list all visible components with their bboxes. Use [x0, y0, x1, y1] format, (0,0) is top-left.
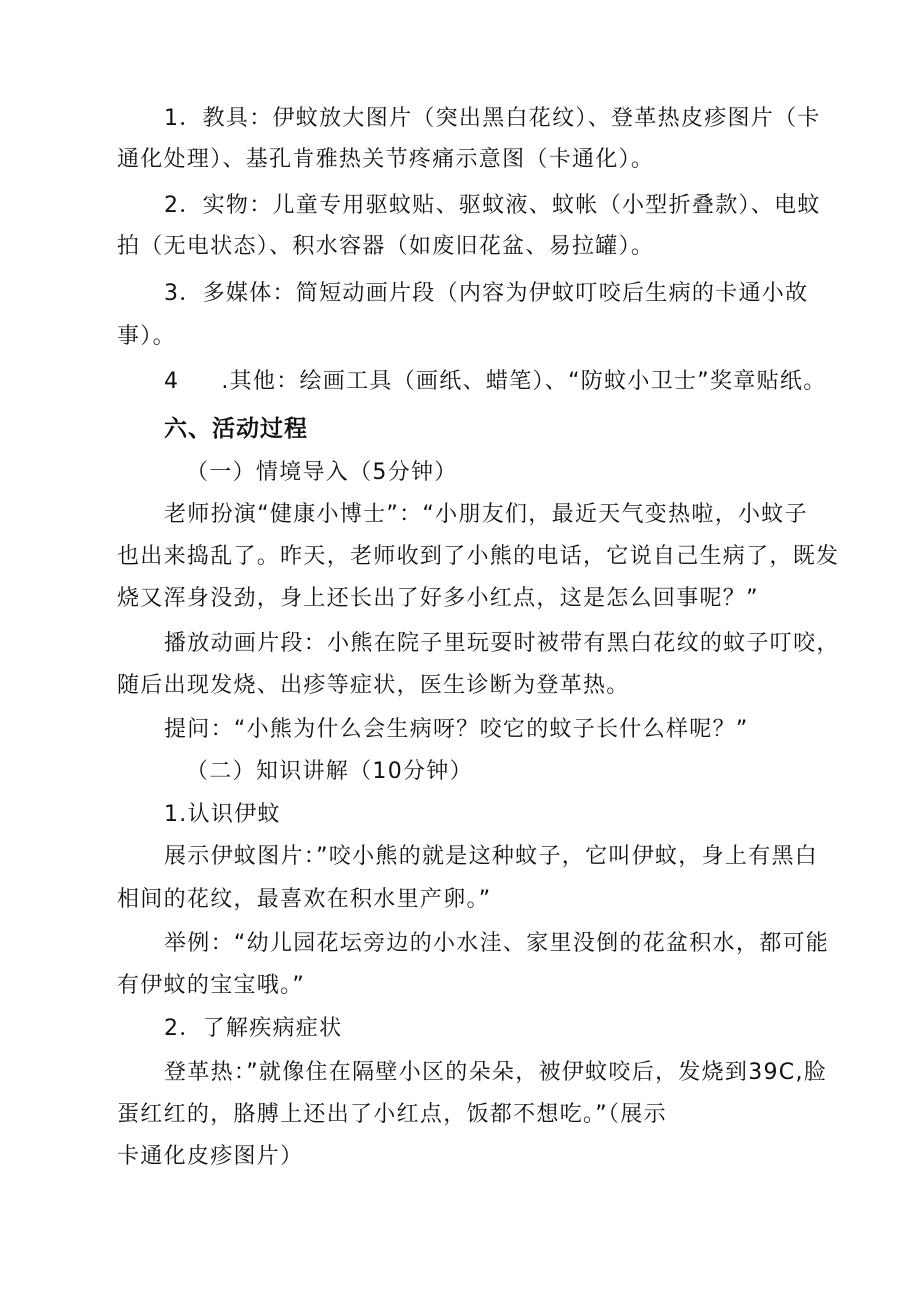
material-item-3-line-1: 3．多媒体：简短动画片段（内容为伊蚊叮咬后生病的卡通小故 [164, 281, 809, 306]
knowledge-item-1-heading: 1.认识伊蚊 [164, 802, 281, 827]
dengue-paragraph-line-3: 卡通化皮疹图片） [117, 1144, 304, 1169]
intro-paragraph-line-1: 老师扮演“健康小博士”：“小朋友们，最近天气变热啦，小蚊子 [164, 502, 808, 527]
mosquito-image-paragraph-line-2: 相间的花纹，最喜欢在积水里产卵。” [117, 887, 492, 912]
material-item-1-line-1: 1．教具：伊蚊放大图片（突出黑白花纹）、登革热皮疹图片（卡 [164, 106, 821, 131]
example-paragraph-line-1: 举例：“幼儿园花坛旁边的小水洼、家里没倒的花盆积水，都可能 [164, 931, 830, 956]
knowledge-item-2-heading: 2．了解疾病症状 [164, 1016, 343, 1041]
material-item-3-line-2: 事）。 [117, 324, 176, 349]
dengue-paragraph-line-2: 蛋红红的，胳膊上还出了小红点，饭都不想吃。”（展示 [117, 1102, 667, 1127]
subsection-heading-knowledge: （二）知识讲解（10分钟） [186, 759, 473, 784]
material-item-4 [164, 367, 827, 397]
material-item-2-line-2: 拍（无电状态）、积水容器（如废旧花盆、易拉罐）。 [117, 234, 655, 259]
intro-paragraph-line-2: 也出来捣乱了。昨天，老师收到了小熊的电话，它说自己生病了，既发 [117, 544, 840, 569]
material-item-4-number: 4 [164, 369, 180, 394]
material-item-2-line-1: 2．实物：儿童专用驱蚊贴、驱蚊液、蚊帐（小型折叠款）、电蚊 [164, 193, 821, 218]
dengue-paragraph-line-1: 登革热：”就像住在隔壁小区的朵朵，被伊蚊咬后，发烧到39C,脸 [164, 1060, 828, 1085]
material-item-1-line-2: 通化处理）、基孔肯雅热关节疼痛示意图（卡通化）。 [117, 147, 655, 172]
section-heading-activity-process: 六、活动过程 [164, 416, 308, 442]
intro-paragraph-line-3: 烧又浑身没劲，身上还长出了好多小红点，这是怎么回事呢？” [117, 586, 759, 611]
animation-paragraph-line-2: 随后出现发烧、出疹等症状，医生诊断为登革热。 [117, 673, 630, 698]
animation-paragraph-line-1: 播放动画片段：小熊在院子里玩耍时被带有黑白花纹的蚊子叮咬， [164, 631, 840, 656]
example-paragraph-line-2: 有伊蚊的宝宝哦。” [117, 973, 306, 998]
material-item-4-text: .其他：绘画工具（画纸、蜡笔）、“防蚊小卫士”奖章贴纸。 [221, 369, 827, 394]
subsection-heading-situation-intro: （一）情境导入（5分钟） [186, 460, 458, 485]
question-paragraph: 提问：“小熊为什么会生病呀？咬它的蚊子长什么样呢？” [164, 717, 749, 742]
mosquito-image-paragraph-line-1: 展示伊蚊图片：”咬小熊的就是这种蚊子，它叫伊蚊，身上有黑白 [164, 844, 819, 869]
